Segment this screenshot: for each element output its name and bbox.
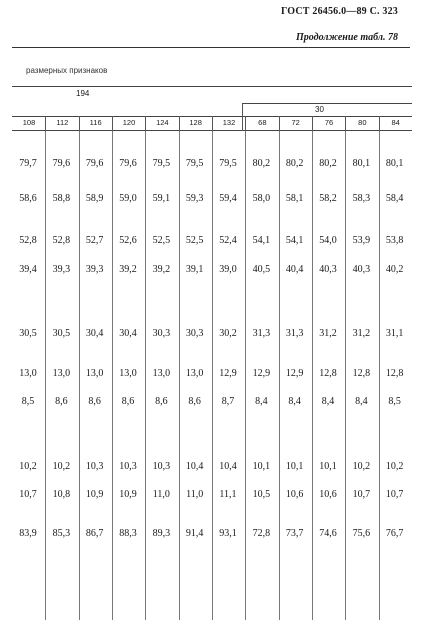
column-header: 112	[56, 118, 69, 127]
column-divider	[112, 116, 113, 131]
table-row	[12, 157, 412, 171]
table-cell: 30,3	[152, 328, 171, 339]
table-cell: 30,5	[52, 328, 71, 339]
column-header: 108	[22, 118, 36, 127]
column-header: 84	[391, 118, 400, 127]
table-cell: 13,0	[152, 368, 171, 379]
table-cell: 11,0	[152, 489, 170, 500]
column-divider	[345, 116, 346, 131]
table-cell: 31,1	[385, 328, 404, 339]
table-cell: 80,2	[319, 158, 337, 169]
table-cell: 10,6	[285, 489, 304, 500]
table-cell: 10,9	[85, 489, 104, 500]
table-cell: 52,5	[152, 235, 171, 246]
table-cell: 53,8	[385, 235, 404, 246]
table-cell: 79,6	[52, 158, 71, 169]
column-divider	[212, 116, 213, 131]
table-cell: 72,8	[252, 528, 271, 539]
table-cell: 88,3	[119, 528, 137, 539]
table-cell: 11,0	[186, 489, 204, 500]
table-cell: 10,2	[19, 461, 37, 472]
table-cell: 73,7	[285, 528, 304, 539]
table-cell: 52,6	[119, 235, 137, 246]
table-cell: 58,3	[352, 193, 371, 204]
table-cell: 8,5	[388, 396, 401, 407]
table-cell: 39,4	[19, 264, 37, 275]
table-cell: 53,9	[352, 235, 371, 246]
table-cell: 54,1	[285, 235, 304, 246]
table-cell: 31,3	[252, 328, 271, 339]
table-caption: размерных признаков	[26, 66, 108, 75]
column-header: 76	[324, 118, 334, 127]
table-cell: 10,2	[352, 461, 371, 472]
table-cell: 30,4	[85, 328, 104, 339]
table-cell: 39,1	[185, 264, 204, 275]
table-cell: 80,2	[252, 158, 271, 169]
table-cell: 8,4	[255, 396, 268, 407]
table-cell: 10,5	[252, 489, 271, 500]
table-cell: 93,1	[219, 528, 237, 539]
table-cell: 52,4	[219, 235, 237, 246]
table-cell: 10,4	[185, 461, 204, 472]
table-cell: 11,1	[219, 489, 237, 500]
table-cell: 40,2	[385, 264, 404, 275]
column-header: 124	[156, 118, 169, 127]
table-cell: 10,7	[352, 489, 371, 500]
table-cell: 30,5	[19, 328, 37, 339]
column-header: 68	[258, 118, 267, 127]
group-label-194: 194	[76, 89, 90, 98]
table-cell: 58,2	[319, 193, 337, 204]
table-cell: 10,4	[219, 461, 237, 472]
table-cell: 40,4	[285, 264, 304, 275]
table-cell: 10,8	[52, 489, 71, 500]
table-cell: 10,1	[319, 461, 337, 472]
table-cell: 8,6	[188, 396, 201, 407]
table-cell: 31,2	[319, 328, 337, 339]
table-cell: 75,6	[352, 528, 371, 539]
table-row	[12, 234, 412, 248]
column-header: 116	[89, 118, 102, 127]
table-cell: 59,4	[219, 193, 237, 204]
table-cell: 52,8	[52, 235, 71, 246]
table-cell: 79,5	[152, 158, 171, 169]
table-cell: 39,2	[119, 264, 137, 275]
column-divider	[45, 116, 46, 131]
table-cell: 13,0	[185, 368, 204, 379]
table-cell: 76,7	[385, 528, 404, 539]
table-continuation-label: Продолжение табл. 78	[295, 32, 398, 43]
table-cell: 58,6	[19, 193, 37, 204]
table-cell: 86,7	[85, 528, 104, 539]
group-label-30: 30	[315, 105, 324, 114]
table-row	[12, 367, 412, 381]
table-cell: 13,0	[119, 368, 137, 379]
table-cell: 10,6	[319, 489, 337, 500]
table-row	[12, 395, 412, 409]
table-cell: 59,0	[119, 193, 137, 204]
column-header: 80	[358, 118, 367, 127]
table-cell: 79,7	[19, 158, 37, 169]
table-cell: 10,3	[152, 461, 171, 472]
table-cell: 12,8	[352, 368, 371, 379]
table-cell: 54,1	[252, 235, 271, 246]
table-cell: 58,8	[52, 193, 71, 204]
table-cell: 58,4	[385, 193, 404, 204]
table-cell: 52,7	[85, 235, 104, 246]
table-row	[12, 327, 412, 341]
table-cell: 39,3	[52, 264, 71, 275]
table-cell: 80,1	[352, 158, 371, 169]
table-cell: 13,0	[52, 368, 71, 379]
table-cell: 54,0	[319, 235, 337, 246]
table-cell: 40,3	[352, 264, 371, 275]
table-cell: 13,0	[85, 368, 104, 379]
table-cell: 83,9	[19, 528, 37, 539]
table-cell: 8,4	[288, 396, 301, 407]
table-cell: 30,2	[219, 328, 237, 339]
table-cell: 8,5	[21, 396, 35, 407]
table-cell: 79,5	[219, 158, 237, 169]
table-cell: 40,3	[319, 264, 337, 275]
column-divider	[279, 116, 280, 131]
document-header-standard: ГОСТ 26456.0—89 С. 323	[280, 6, 398, 17]
table-cell: 39,3	[85, 264, 104, 275]
table-cell: 10,2	[52, 461, 71, 472]
table-cell: 52,8	[19, 235, 37, 246]
table-cell: 8,6	[121, 396, 135, 407]
table-cell: 89,3	[152, 528, 171, 539]
table-header	[12, 86, 412, 131]
table-cell: 10,1	[252, 461, 271, 472]
column-header: 132	[222, 118, 236, 127]
table-cell: 58,9	[85, 193, 104, 204]
table-cell: 39,0	[219, 264, 237, 275]
table-cell: 59,3	[185, 193, 204, 204]
table-row	[12, 527, 412, 541]
table-cell: 10,9	[119, 489, 137, 500]
table-cell: 10,3	[119, 461, 137, 472]
table-cell: 10,7	[19, 489, 37, 500]
table-cell: 8,6	[155, 396, 168, 407]
column-header: 128	[189, 118, 202, 127]
table-cell: 8,4	[355, 396, 368, 407]
table-cell: 80,2	[285, 158, 304, 169]
table-cell: 30,4	[119, 328, 137, 339]
table-cell: 80,1	[385, 158, 404, 169]
table-cell: 12,8	[385, 368, 404, 379]
table-row	[12, 263, 412, 277]
table-cell: 12,9	[252, 368, 271, 379]
table-cell: 91,4	[185, 528, 204, 539]
table-cell: 85,3	[52, 528, 71, 539]
table-cell: 58,0	[252, 193, 271, 204]
column-divider	[179, 116, 180, 131]
column-header: 120	[122, 118, 136, 127]
table-cell: 8,4	[321, 396, 335, 407]
table-cell: 8,6	[55, 396, 68, 407]
table-cell: 10,7	[385, 489, 404, 500]
table-cell: 79,6	[119, 158, 137, 169]
column-divider	[245, 116, 246, 131]
table-cell: 12,8	[319, 368, 337, 379]
header-rule-top	[12, 86, 412, 87]
header-rule	[12, 47, 410, 48]
table-cell: 8,7	[221, 396, 235, 407]
table-cell: 10,3	[85, 461, 104, 472]
table-cell: 31,2	[352, 328, 371, 339]
column-divider	[379, 116, 380, 131]
table-cell: 12,9	[219, 368, 237, 379]
column-divider	[145, 116, 146, 131]
table-cell: 59,1	[152, 193, 171, 204]
column-divider	[312, 116, 313, 131]
table-cell: 13,0	[19, 368, 37, 379]
table-cell: 12,9	[285, 368, 304, 379]
table-row	[12, 460, 412, 474]
table-row	[12, 192, 412, 206]
table-cell: 79,5	[185, 158, 204, 169]
table-cell: 39,2	[152, 264, 171, 275]
table-cell: 74,6	[319, 528, 337, 539]
table-cell: 40,5	[252, 264, 271, 275]
table-cell: 31,3	[285, 328, 304, 339]
table-cell: 58,1	[285, 193, 304, 204]
table-row	[12, 488, 412, 502]
column-divider	[79, 116, 80, 131]
table-cell: 30,3	[185, 328, 204, 339]
table-cell: 8,6	[88, 396, 101, 407]
table-body	[12, 131, 412, 620]
table-cell: 10,1	[285, 461, 304, 472]
column-header: 72	[291, 118, 300, 127]
table-cell: 10,2	[385, 461, 404, 472]
table-cell: 79,6	[85, 158, 104, 169]
header-rule-group	[242, 103, 412, 104]
table-cell: 52,5	[185, 235, 204, 246]
